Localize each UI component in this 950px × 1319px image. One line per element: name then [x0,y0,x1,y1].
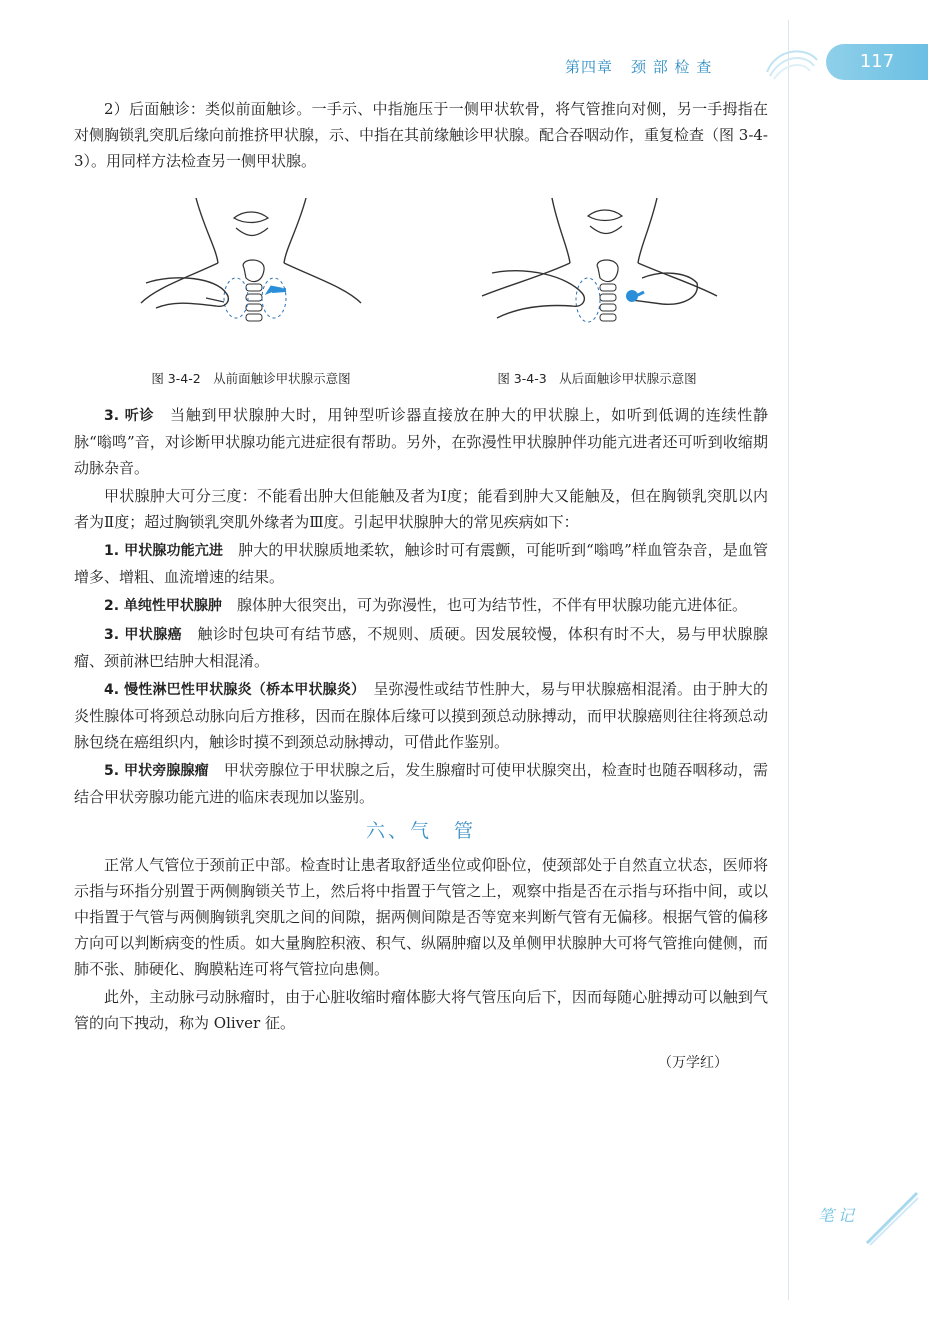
paragraph-simple-goiter [74,592,768,619]
text-auscultation: 当触到甲状腺肿大时，用钟型听诊器直接放在肿大的甲状腺上，如听到低调的连续性静脉“嗡鸣”音，对诊断甲状腺功能亢进症很有帮助。另外，在弥漫性甲状腺肿伴功能亢进者还可听到收缩期动脉杂音。 [74,406,768,477]
text-hyperthyroidism: 肿大的甲状腺质地柔软，触诊时可有震颤，可能听到“嗡鸣”样血管杂音，是血管增多、增粗、血流增速的结果。 [74,541,769,586]
notes-label: 笔记 [818,1206,859,1225]
pen-icon [862,1188,922,1248]
chapter-title: 颈 部 检 查 [631,58,713,76]
figure-front-palpation [126,188,376,392]
figure-back-palpation [472,188,722,392]
heading-auscultation: 3. 听诊 [104,408,155,424]
author-credit: （万学红） [658,1055,728,1071]
text-thyroid-cancer: 触诊时包块可有结节感，不规则、质硬。因发展较慢，体积有时不大，易与甲状腺腺瘤、颈前淋巴结肿大相混淆。 [74,625,768,670]
paragraph-trachea-position: 正常人气管位于颈前正中部。检查时让患者取舒适坐位或仰卧位，使颈部处于自然直立状态，医师将示指与环指分别置于两侧胸锁关节上，然后将中指置于气管之上，观察中指是否在示指与环指中间，或以中指置于气管与两侧胸锁乳突肌之间的间隙，据两侧间隙是否等宽来判断气管有无偏移。根据气管的偏移方向可以判断病变的性质。如大量胸腔积液、积气、纵隔肿瘤以及单侧甲状腺肿大可将气管推向健侧，而肺不张、肺硬化、胸膜粘连可将气管拉向患侧。 [74,856,768,978]
chapter-label: 第四章 [565,58,614,76]
paragraph-parathyroid-adenoma [74,757,768,810]
heading-hashimoto: 4. 慢性淋巴性甲状腺炎（桥本甲状腺炎） [104,682,359,698]
back-palpation-illustration [472,188,722,358]
paragraph-goiter-grades: 甲状腺肿大可分三度：不能看出肿大但能触及者为Ⅰ度；能看到肿大又能触及，但在胸锁乳突肌以内者为Ⅱ度；超过胸锁乳突肌外缘者为Ⅲ度。引起甲状腺肿大的常见疾病如下： [74,487,768,531]
figure-row [74,188,768,394]
chapter-header [565,56,730,77]
text-simple-goiter: 腺体肿大很突出，可为弥漫性，也可为结节性，不伴有甲状腺功能亢进体征。 [236,596,747,614]
heading-thyroid-cancer: 3. 甲状腺癌 [104,627,183,643]
section-title-trachea: 六、气 管 [365,820,476,842]
page-number: 117 [826,44,928,80]
margin-rule [788,20,789,1300]
heading-simple-goiter: 2. 单纯性甲状腺肿 [104,598,222,614]
heading-hyperthyroidism: 1. 甲状腺功能亢进 [104,543,223,559]
paragraph-hashimoto [74,676,768,755]
paragraph-auscultation [74,402,768,481]
text-parathyroid-adenoma: 甲状旁腺位于甲状腺之后，发生腺瘤时可使甲状腺突出，检查时也随吞咽移动，需结合甲状旁腺功能亢进的临床表现加以鉴别。 [74,761,768,806]
main-content [74,96,768,1076]
text-hashimoto: 呈弥漫性或结节性肿大，易与甲状腺癌相混淆。由于肿大的炎性腺体可将颈总动脉向后方推移，因而在腺体后缘可以摸到颈总动脉搏动，而甲状腺癌则往往将颈总动脉包绕在癌组织内，触诊时摸不到颈总动脉搏动，可借此作鉴别。 [74,680,768,751]
paragraph-oliver-sign: 此外，主动脉弓动脉瘤时，由于心脏收缩时瘤体膨大将气管压向后下，因而每随心脏搏动可以触到气管的向下拽动，称为 Oliver 征。 [74,988,768,1032]
figure-caption-front: 图 3-4-2 从前面触诊甲状腺示意图 [151,371,351,386]
heading-parathyroid-adenoma: 5. 甲状旁腺腺瘤 [104,763,209,779]
front-palpation-illustration [126,188,376,358]
swirl-decoration-icon [762,42,822,82]
paragraph-hyperthyroidism [74,537,768,590]
paragraph-posterior-palpation: 2）后面触诊：类似前面触诊。一手示、中指施压于一侧甲状软骨，将气管推向对侧，另一手拇指在对侧胸锁乳突肌后缘向前推挤甲状腺，示、中指在其前缘触诊甲状腺。配合吞咽动作，重复检查（图 3-4-3）。用同样方法检查另一侧甲状腺。 [74,100,768,170]
figure-caption-back: 图 3-4-3 从后面触诊甲状腺示意图 [497,371,697,386]
paragraph-thyroid-cancer [74,621,768,674]
